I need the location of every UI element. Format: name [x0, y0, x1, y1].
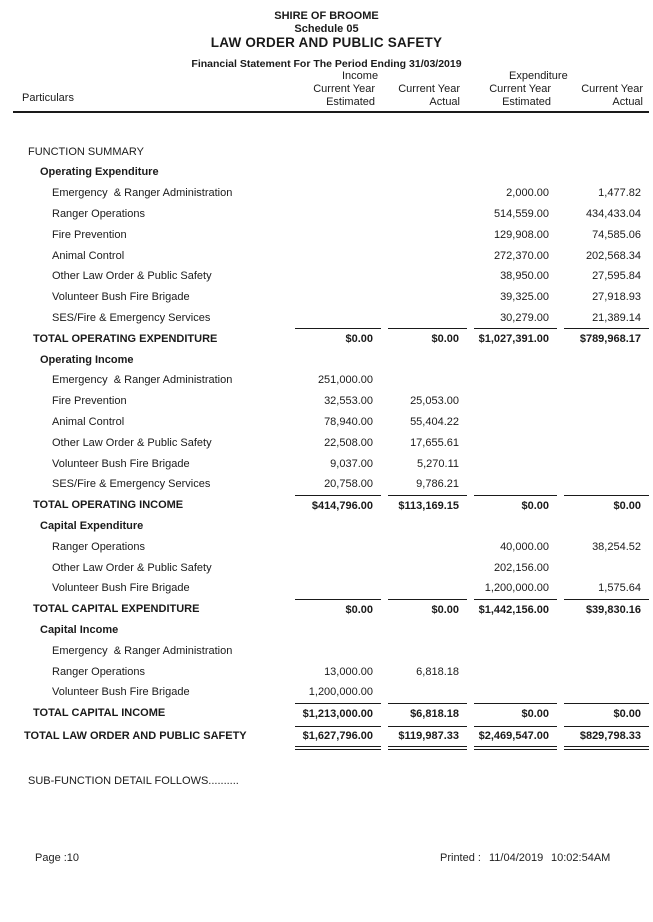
table-row	[0, 557, 653, 578]
expenditure-estimated-total: $0.00	[474, 495, 557, 516]
section-header-row	[0, 162, 653, 183]
section-title: Capital Expenditure	[40, 519, 144, 532]
table-row	[0, 640, 653, 661]
income-estimated-cell: 251,000.00	[317, 374, 373, 387]
income-actual-total: $6,818.18	[388, 703, 467, 724]
row-label: Fire Prevention	[52, 228, 127, 241]
row-label: Emergency & Ranger Administration	[52, 374, 233, 387]
row-label: SES/Fire & Emergency Services	[52, 311, 211, 324]
income-actual-cell: 5,270.11	[416, 457, 459, 470]
table-row	[0, 266, 653, 287]
col-header-line2: Estimated	[326, 95, 375, 108]
expenditure-actual-cell: 38,254.52	[592, 540, 641, 553]
income-estimated-cell: 78,940.00	[324, 415, 373, 428]
expenditure-estimated-cell: 514,559.00	[493, 207, 549, 220]
page-number: Page :10	[35, 852, 80, 864]
expenditure-estimated-cell: 39,325.00	[500, 291, 549, 304]
expenditure-actual-cell: 27,918.93	[592, 291, 641, 304]
table-row	[0, 391, 653, 412]
expenditure-actual-total: $0.00	[564, 495, 649, 516]
table-row	[0, 578, 653, 599]
income-actual-cell: 6,818.18	[416, 665, 459, 678]
row-label: Volunteer Bush Fire Brigade	[52, 582, 190, 595]
income-actual-cell: 17,655.61	[410, 436, 459, 449]
row-label: Animal Control	[52, 249, 125, 262]
row-label: Ranger Operations	[52, 665, 145, 678]
expenditure-estimated-cell: 30,279.00	[500, 311, 549, 324]
double-rule-segment	[295, 746, 381, 750]
double-rule	[0, 746, 653, 751]
section-total-row	[0, 703, 653, 724]
expenditure-actual-cell: 1,477.82	[598, 187, 641, 200]
function-summary-title: FUNCTION SUMMARY	[28, 145, 144, 158]
row-label: Ranger Operations	[52, 540, 145, 553]
income-estimated-total: $414,796.00	[295, 495, 381, 516]
section-title: Operating Income	[40, 353, 134, 366]
row-label: Emergency & Ranger Administration	[52, 187, 233, 200]
col-header-income-estimated	[313, 83, 375, 108]
col-header-line1: Current Year	[313, 83, 375, 95]
section-total-row	[0, 495, 653, 516]
double-rule-segment	[388, 746, 467, 750]
section-header-row	[0, 516, 653, 537]
col-header-income-actual	[398, 83, 460, 108]
income-estimated-grand-total: $1,627,796.00	[295, 726, 381, 747]
double-rule-segment	[474, 746, 557, 750]
grand-total-row	[0, 726, 653, 747]
expenditure-actual-cell: 202,568.34	[585, 249, 641, 262]
expenditure-actual-total: $789,968.17	[564, 328, 649, 349]
income-actual-total: $0.00	[388, 599, 467, 620]
row-label: SES/Fire & Emergency Services	[52, 478, 211, 491]
expenditure-actual-grand-total: $829,798.33	[564, 726, 649, 747]
expenditure-estimated-total: $1,027,391.00	[474, 328, 557, 349]
report-header	[0, 0, 653, 115]
col-header-expenditure-estimated	[489, 83, 551, 108]
expenditure-actual-total: $0.00	[564, 703, 649, 724]
row-label: Fire Prevention	[52, 395, 127, 408]
income-estimated-cell: 9,037.00	[330, 457, 373, 470]
section-total-row	[0, 328, 653, 349]
expenditure-estimated-cell: 38,950.00	[500, 270, 549, 283]
expenditure-estimated-total: $0.00	[474, 703, 557, 724]
table-row	[0, 474, 653, 495]
total-label: TOTAL OPERATING EXPENDITURE	[33, 332, 218, 345]
row-label: Volunteer Bush Fire Brigade	[52, 291, 190, 304]
expenditure-actual-cell: 434,433.04	[585, 207, 641, 220]
expenditure-estimated-cell: 202,156.00	[493, 561, 549, 574]
function-summary-heading-row	[0, 141, 653, 162]
section-title: Operating Expenditure	[40, 166, 159, 179]
table-row	[0, 682, 653, 703]
schedule-label: Schedule 05	[294, 23, 359, 35]
total-label: TOTAL OPERATING INCOME	[33, 499, 184, 512]
table-row	[0, 536, 653, 557]
expenditure-estimated-cell: 272,370.00	[493, 249, 549, 262]
header-rule	[13, 111, 649, 113]
printed-time: 10:02:54AM	[551, 852, 611, 864]
section-header-row	[0, 349, 653, 370]
table-row	[0, 412, 653, 433]
empty-cell	[0, 746, 295, 751]
expenditure-estimated-grand-total: $2,469,547.00	[474, 726, 557, 747]
col-header-line1: Current Year	[398, 83, 460, 95]
row-label: Other Law Order & Public Safety	[52, 436, 212, 449]
expenditure-estimated-total: $1,442,156.00	[474, 599, 557, 620]
expenditure-estimated-cell: 129,908.00	[493, 228, 549, 241]
col-header-line2: Actual	[429, 95, 460, 108]
income-actual-total: $113,169.15	[388, 495, 467, 516]
grand-total-label: TOTAL LAW ORDER AND PUBLIC SAFETY	[24, 729, 247, 742]
col-header-expenditure-actual	[581, 83, 643, 108]
income-estimated-total: $1,213,000.00	[295, 703, 381, 724]
table-row	[0, 183, 653, 204]
table-row	[0, 661, 653, 682]
table-row	[0, 224, 653, 245]
col-header-line2: Actual	[612, 95, 643, 108]
expenditure-actual-cell: 27,595.84	[592, 270, 641, 283]
income-group-label: Income	[342, 70, 379, 82]
section-header-row	[0, 620, 653, 641]
col-header-line1: Current Year	[489, 83, 551, 95]
table-row	[0, 453, 653, 474]
income-actual-grand-total: $119,987.33	[388, 726, 467, 747]
income-estimated-cell: 1,200,000.00	[308, 686, 373, 699]
table-row	[0, 370, 653, 391]
col-header-line1: Current Year	[581, 83, 643, 95]
table-row	[0, 287, 653, 308]
expenditure-estimated-cell: 40,000.00	[500, 540, 549, 553]
period-subtitle: Financial Statement For The Period Ending 31/03/2019	[191, 58, 462, 70]
income-estimated-cell: 22,508.00	[324, 436, 373, 449]
expenditure-actual-total: $39,830.16	[564, 599, 649, 620]
expenditure-actual-cell: 74,585.06	[592, 228, 641, 241]
income-actual-cell: 25,053.00	[410, 395, 459, 408]
table-row	[0, 245, 653, 266]
expenditure-estimated-cell: 2,000.00	[506, 187, 549, 200]
printed-date: 11/04/2019	[489, 852, 544, 864]
expenditure-actual-cell: 1,575.64	[598, 582, 641, 595]
expenditure-group-label: Expenditure	[509, 70, 568, 82]
row-label: Volunteer Bush Fire Brigade	[52, 457, 190, 470]
row-label: Other Law Order & Public Safety	[52, 270, 212, 283]
expenditure-estimated-cell: 1,200,000.00	[484, 582, 549, 595]
row-label: Other Law Order & Public Safety	[52, 561, 212, 574]
income-actual-total: $0.00	[388, 328, 467, 349]
row-label: Animal Control	[52, 415, 125, 428]
income-actual-cell: 9,786.21	[416, 478, 459, 491]
section-title: Capital Income	[40, 623, 119, 636]
income-estimated-cell: 20,758.00	[324, 478, 373, 491]
row-label: Ranger Operations	[52, 207, 145, 220]
income-estimated-total: $0.00	[295, 328, 381, 349]
total-label: TOTAL CAPITAL INCOME	[33, 707, 166, 720]
income-estimated-total: $0.00	[295, 599, 381, 620]
row-label: Emergency & Ranger Administration	[52, 644, 233, 657]
table-row	[0, 308, 653, 329]
total-label: TOTAL CAPITAL EXPENDITURE	[33, 603, 200, 616]
expenditure-actual-cell: 21,389.14	[592, 311, 641, 324]
double-rule-segment	[564, 746, 649, 750]
printed-label: Printed :	[440, 852, 481, 864]
particulars-label: Particulars	[22, 92, 74, 104]
table-row	[0, 432, 653, 453]
section-total-row	[0, 599, 653, 620]
income-actual-cell: 55,404.22	[410, 415, 459, 428]
col-header-line2: Estimated	[502, 95, 551, 108]
income-estimated-cell: 13,000.00	[324, 665, 373, 678]
income-estimated-cell: 32,553.00	[324, 395, 373, 408]
table-row	[0, 204, 653, 225]
sub-function-note: SUB-FUNCTION DETAIL FOLLOWS..........	[28, 775, 239, 788]
org-title: SHIRE OF BROOME	[274, 10, 379, 22]
report-title: LAW ORDER AND PUBLIC SAFETY	[210, 35, 443, 50]
function-summary-table	[0, 141, 653, 787]
row-label: Volunteer Bush Fire Brigade	[52, 686, 190, 699]
